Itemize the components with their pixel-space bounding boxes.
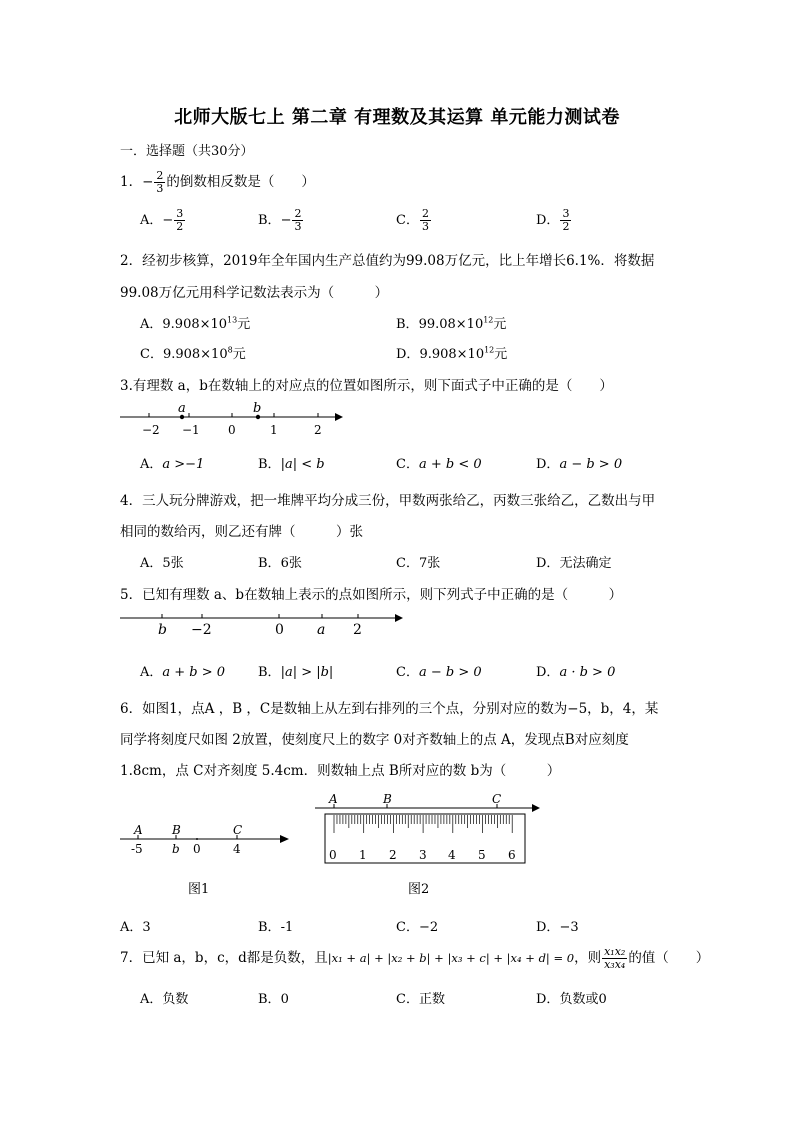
fig1-val-0: 0	[193, 842, 201, 856]
fig1-label-c: C	[233, 823, 243, 837]
q5-text: 5．已知有理数 a、b在数轴上表示的点如图所示，则下列式子中正确的是（ ）	[120, 587, 623, 603]
q3-number-line	[120, 398, 350, 438]
q2-line-2: 99.08万亿元用科学记数法表示为（ ）	[120, 285, 389, 301]
q4-line-1: 4．三人玩分牌游戏，把一堆牌平均分成三份，甲数两张给乙，丙数三张给乙，乙数出与甲	[120, 493, 656, 509]
q5-label-b: b	[158, 622, 167, 638]
fig1-val-c: 4	[233, 842, 241, 856]
fig1-caption: 图1	[188, 882, 210, 897]
q5-option-c[interactable]: C．a − b > 0	[396, 665, 482, 680]
ruler-label: 5	[478, 848, 486, 862]
q3-tick-label: 1	[270, 423, 278, 437]
q1-number: 1．	[120, 174, 143, 190]
q2-option-d[interactable]: D．$9.908\times 10^{12}$元	[396, 345, 508, 362]
q7-text-pre: 7．已知 a，b，c，d都是负数，且	[120, 950, 328, 966]
fig1-label-b: B	[172, 823, 181, 837]
q5-label-a: a	[317, 622, 326, 638]
q6-line-1: 6．如图1，点A ，B ，C是数轴上从左到右排列的三个点，分别对应的数为−5，b，4，某	[120, 701, 659, 717]
q3-tick-label: −1	[182, 423, 200, 437]
q7-text-post: 的值（ ）	[628, 950, 710, 966]
q4-option-c[interactable]: C．7张	[396, 556, 441, 571]
ruler-label: 3	[419, 848, 427, 862]
q2-option-c[interactable]: C．$9.908\times 10^8$元	[140, 345, 246, 362]
q3-tick-label: 2	[314, 423, 322, 437]
q7-option-b[interactable]: B．0	[258, 992, 289, 1007]
fig1-val-b: b	[172, 842, 180, 856]
q1-fraction: $\frac{2}{3}$	[156, 169, 164, 195]
fig2-label-c: C	[492, 792, 502, 806]
page-title: 北师大版七上 第二章 有理数及其运算 单元能力测试卷	[174, 107, 620, 128]
q3-option-a[interactable]: A．a >−1	[140, 457, 205, 472]
q3-text: 3.有理数 a，b在数轴上的对应点的位置如图所示，则下面式子中正确的是（ ）	[120, 378, 613, 394]
ruler-label: 0	[329, 848, 337, 862]
ruler-ticks	[334, 815, 512, 833]
fig2-label-a: A	[329, 792, 338, 806]
q5-option-d[interactable]: D．a · b > 0	[536, 665, 616, 680]
section-heading: 一．选择题（共30分）	[120, 144, 254, 159]
q5-label-0: 0	[275, 622, 284, 638]
q2-line-1: 2．经初步核算，2019年全年国内生产总值约为99.08万亿元，比上年增长6.1%．将数据	[120, 253, 655, 269]
ruler-label: 4	[448, 848, 456, 862]
q7-option-a[interactable]: A．负数	[140, 992, 189, 1007]
q1-option-d[interactable]: D． $\frac{3}{2}$	[536, 207, 570, 233]
ruler-label: 2	[389, 848, 397, 862]
q3-label-a: a	[178, 401, 186, 416]
q6-option-a[interactable]: A．3	[120, 920, 151, 935]
fig2-label-b: B	[383, 792, 392, 806]
q2-option-a[interactable]: A．$9.908\times 10^{13}$元	[140, 315, 251, 332]
q6-option-d[interactable]: D．−3	[536, 920, 579, 935]
q6-line-3: 1.8cm，点 C对齐刻度 5.4cm．则数轴上点 B所对应的数 b为（ ）	[120, 763, 561, 779]
q4-option-a[interactable]: A．5张	[140, 556, 184, 571]
q7-text-mid: ，则	[574, 950, 602, 966]
q2-option-b[interactable]: B．$99.08\times 10^{12}$元	[396, 315, 507, 332]
q6-figure-2	[310, 790, 545, 875]
q5-number-line	[120, 605, 410, 645]
q3-label-b: b	[253, 401, 262, 416]
q5-option-a[interactable]: A．a + b > 0	[140, 665, 226, 680]
q5-option-b[interactable]: B．|a| > |b|	[258, 665, 334, 680]
question-1	[120, 170, 315, 195]
q5-label-2: 2	[353, 622, 362, 638]
q1-text: 的倒数相反数是（ ）	[166, 174, 315, 190]
q3-tick-label: −2	[142, 423, 160, 437]
fig2-caption: 图2	[408, 882, 430, 897]
q3-option-c[interactable]: C．a + b < 0	[396, 457, 482, 472]
q3-option-b[interactable]: B．|a| < b	[258, 457, 325, 472]
q7-equation: |x₁ + a| + |x₂ + b| + |x₃ + c| + |x₄ + d| = 0	[327, 951, 575, 965]
q3-tick-label: 0	[228, 423, 236, 437]
q1-option-b[interactable]: B．− $\frac{2}{3}$	[258, 207, 302, 233]
q6-option-c[interactable]: C．−2	[396, 920, 439, 935]
ruler-label: 1	[359, 848, 367, 862]
q6-option-b[interactable]: B．-1	[258, 920, 294, 935]
q4-option-b[interactable]: B．6张	[258, 556, 302, 571]
q7-option-d[interactable]: D．负数或0	[536, 992, 607, 1007]
fig1-label-a: A	[134, 823, 143, 837]
q6-line-2: 同学将刻度尺如图 2放置，使刻度尺上的数字 0对齐数轴上的点 A，发现点B对应刻度	[120, 732, 629, 748]
q6-figure-1	[120, 822, 295, 862]
q1-minus: −	[142, 174, 154, 190]
q1-option-a[interactable]: A．− $\frac{3}{2}$	[140, 207, 184, 233]
q4-option-d[interactable]: D．无法确定	[536, 556, 612, 571]
fig1-val-a: -5	[131, 842, 143, 856]
q5-label-neg2: −2	[191, 622, 212, 638]
q4-line-2: 相同的数给丙，则乙还有牌（ ）张	[120, 524, 363, 540]
q3-option-d[interactable]: D．a − b > 0	[536, 457, 623, 472]
ruler-label: 6	[508, 848, 516, 862]
q1-option-c[interactable]: C． $\frac{2}{3}$	[396, 207, 429, 233]
q7-option-c[interactable]: C．正数	[396, 992, 445, 1007]
q7-fraction: $\frac{\text{x₁x₂}}{\text{x₃x₄}}$	[604, 945, 626, 971]
question-7	[120, 946, 709, 971]
